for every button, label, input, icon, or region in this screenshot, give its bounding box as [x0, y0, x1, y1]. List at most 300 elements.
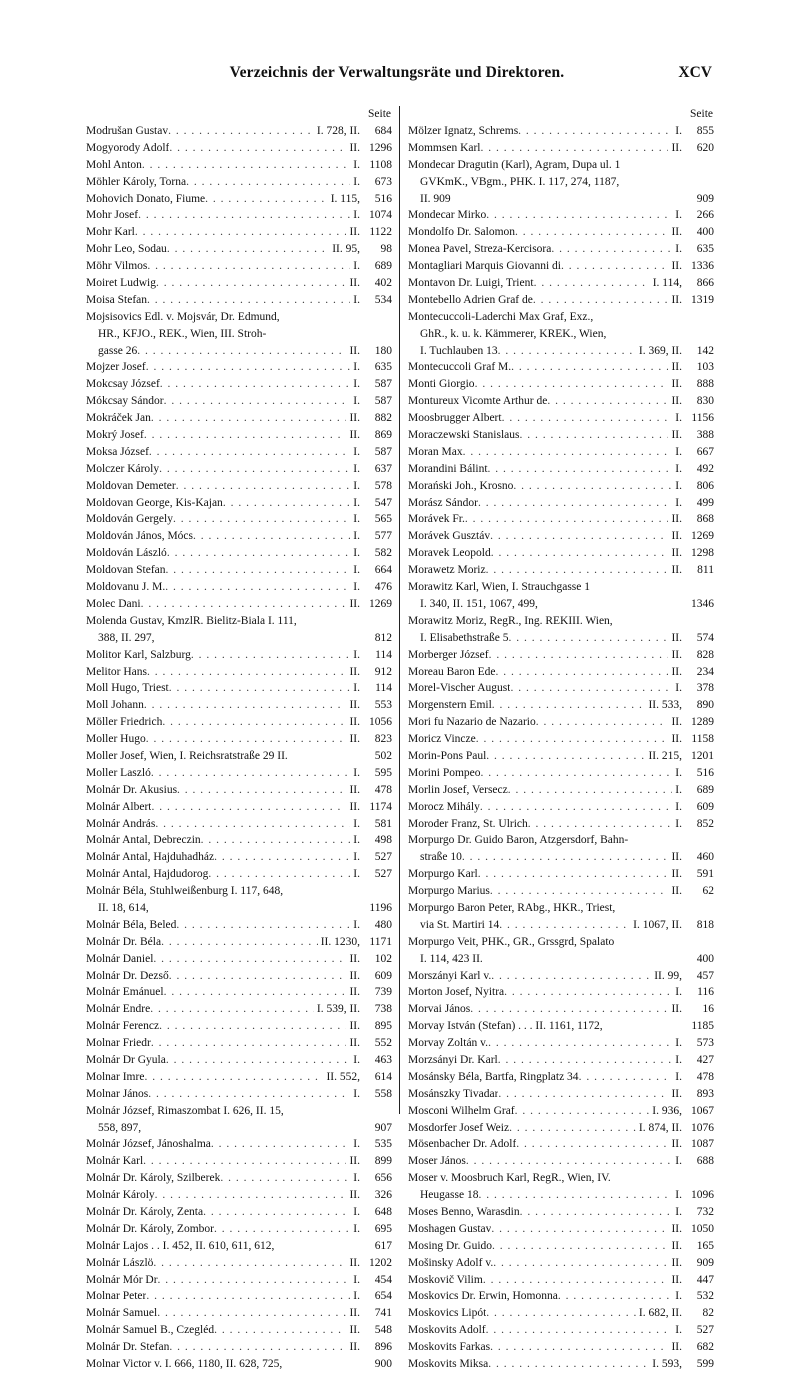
page-ref: 102 [374, 952, 392, 965]
volume-ref: II. [671, 1003, 682, 1016]
entry-continuation: 388, II. 297, [98, 631, 155, 644]
volume-ref: II. [671, 1273, 682, 1286]
volume-ref: II. [671, 513, 682, 526]
leader-dots [513, 478, 672, 495]
page-ref: 114 [375, 682, 392, 695]
entry-name: Morini Pompeo [408, 766, 481, 779]
index-entry [86, 1322, 392, 1339]
volume-ref: II. [349, 783, 360, 796]
page-ref: 617 [374, 1239, 392, 1252]
leader-dots [157, 1305, 346, 1322]
volume-ref: I. 936, [652, 1104, 682, 1117]
index-entry [86, 140, 392, 157]
leader-dots [173, 511, 350, 528]
leader-dots [480, 799, 672, 816]
volume-ref: I. [353, 1053, 360, 1066]
leader-dots [169, 1339, 346, 1356]
entry-name: Möller Friedrich [86, 716, 163, 729]
entry-continuation: gasse 26 [98, 344, 138, 357]
index-entry [408, 748, 714, 765]
leader-dots [156, 275, 347, 292]
leader-dots [166, 1052, 350, 1069]
right-column [408, 106, 714, 1373]
volume-ref: II. [671, 1087, 682, 1100]
page-ref: 558 [374, 1087, 392, 1100]
volume-ref: II. 552, [326, 1070, 360, 1083]
leader-dots [166, 562, 351, 579]
page-ref: 116 [697, 986, 714, 999]
index-entry [408, 900, 714, 934]
entry-continuation: I. 114, 423 II. [420, 952, 483, 965]
volume-ref: I. [675, 412, 682, 425]
page-ref: 664 [374, 564, 392, 577]
entry-name: Moroder Franz, St. Ulrich [408, 817, 528, 830]
leader-dots [159, 461, 350, 478]
page-ref: 896 [374, 1341, 392, 1354]
index-entry [86, 1272, 392, 1289]
entry-name: Morpurgo Veit, PHK., GR., Grssgrd, Spalato [408, 935, 615, 948]
entry-name: Mosánsky Béla, Bartfa, Ringplatz 34 [408, 1070, 579, 1083]
entry-name: Morpurgo Dr. Guido Baron, Atzgersdorf, Bahn- [408, 834, 629, 847]
volume-ref: I. [353, 648, 360, 661]
page-ref: 62 [702, 885, 714, 898]
entry-name: Morávek Gusztáv [408, 530, 491, 543]
page-ref: 1298 [691, 547, 714, 560]
entry-name: Morvai János [408, 1003, 471, 1016]
index-entry [408, 1339, 714, 1356]
entry-name: Moldován Gergely [86, 513, 173, 526]
page-ref: 682 [696, 1341, 714, 1354]
entry-name: Moldovan George, Kis-Kajan [86, 496, 223, 509]
index-entry [86, 528, 392, 545]
volume-ref: I. [353, 1138, 360, 1151]
page-ref: 591 [696, 868, 714, 881]
entry-name: Morawitz Moriz, RegR., Ing. REKIII. Wien, [408, 614, 613, 627]
page-ref: 912 [374, 665, 392, 678]
entry-name: Molnár Ferencz [86, 1020, 160, 1033]
leader-dots [478, 866, 669, 883]
page-ref: 1056 [369, 716, 392, 729]
page-ref: 114 [375, 648, 392, 661]
volume-ref: II. [671, 564, 682, 577]
index-entry [86, 1136, 392, 1153]
index-entry [408, 275, 714, 292]
entry-name: Molnár Dr. Károly, Szilberek [86, 1172, 221, 1185]
volume-ref: II. 99, [654, 969, 682, 982]
volume-ref: II. [349, 699, 360, 712]
index-entry [408, 782, 714, 799]
leader-dots [504, 984, 672, 1001]
entry-continuation: I. Elisabethstraße 5 [420, 631, 509, 644]
index-entry [408, 224, 714, 241]
leader-dots [519, 427, 668, 444]
page-ref: 866 [696, 277, 714, 290]
page-ref: 812 [374, 631, 392, 644]
entry-name: Mojzer Josef [86, 361, 146, 374]
page-ref: 1336 [691, 260, 714, 273]
leader-dots [151, 799, 346, 816]
page-ref: 534 [374, 293, 392, 306]
index-entry [86, 748, 392, 765]
index-entry [408, 1322, 714, 1339]
entry-name: Molnár Antal, Hajdudorog [86, 868, 209, 881]
leader-dots [534, 275, 650, 292]
entry-name: Moran Max [408, 445, 463, 458]
entry-name: Mohl Anton [86, 158, 142, 171]
entry-name: Molczer Károly [86, 462, 160, 475]
page-ref: 548 [374, 1324, 392, 1337]
index-entry [408, 883, 714, 900]
entry-name: Molnar Peter [86, 1290, 147, 1303]
entry-name: Monea Pavel, Streza-Kercisora [408, 243, 552, 256]
page-ref: 463 [374, 1053, 392, 1066]
index-entry [86, 444, 392, 461]
entry-name: Möhr Vilmos [86, 260, 148, 273]
leader-dots [144, 1069, 323, 1086]
page-ref: 1269 [691, 530, 714, 543]
volume-ref: I. [353, 530, 360, 543]
volume-ref: II. [671, 395, 682, 408]
index-entry [408, 1153, 714, 1170]
page-ref: 1269 [369, 597, 392, 610]
entry-name: Molnar Victor v. I. 666, 1180, II. 628, 725, [86, 1358, 283, 1371]
page-ref: 868 [696, 513, 714, 526]
volume-ref: I. [353, 766, 360, 779]
entry-name: Mojsisovics Edl. v. Mojsvár, Dr. Edmund, [86, 310, 280, 323]
index-entry [408, 140, 714, 157]
leader-dots [151, 1035, 347, 1052]
index-entry [86, 495, 392, 512]
volume-ref: II. [349, 1307, 360, 1320]
volume-ref: II. [349, 277, 360, 290]
leader-dots [153, 951, 346, 968]
index-entry [86, 562, 392, 579]
volume-ref: I. [353, 1273, 360, 1286]
entry-name: Molnár Dr Gyula [86, 1053, 166, 1066]
spacer [282, 1356, 360, 1373]
volume-ref: I. [675, 445, 682, 458]
page-ref: 1201 [691, 749, 714, 762]
entry-name: Möhler Károly, Torna [86, 175, 187, 188]
entry-continuation: I. 340, II. 151, 1067, 499, [420, 597, 538, 610]
index-entry [408, 1356, 714, 1373]
page-ref: 587 [374, 395, 392, 408]
page-ref: 806 [696, 479, 714, 492]
index-entry [86, 393, 392, 410]
entry-name: Moreau Baron Ede [408, 665, 496, 678]
entry-name: Mosconi Wilhelm Graf [408, 1104, 515, 1117]
leader-dots [475, 376, 669, 393]
index-entry [408, 1035, 714, 1052]
page-ref: 818 [696, 918, 714, 931]
entry-name: Molnár Dr. Akusius [86, 783, 178, 796]
leader-dots [142, 157, 350, 174]
volume-ref: I. [675, 1290, 682, 1303]
entry-name: Molnár Lászlö [86, 1256, 154, 1269]
volume-ref: I. [353, 581, 360, 594]
volume-ref: II. [671, 868, 682, 881]
leader-dots [153, 1255, 346, 1272]
entry-name: Morin-Pons Paul [408, 749, 487, 762]
index-entry [408, 545, 714, 562]
volume-ref: II. [671, 733, 682, 746]
leader-dots [483, 1272, 669, 1289]
index-entry [86, 1339, 392, 1356]
volume-ref: II. [349, 1341, 360, 1354]
volume-ref: I. 874, II. [638, 1121, 682, 1134]
volume-ref: I. [675, 1206, 682, 1218]
index-entry [408, 1018, 714, 1035]
leader-dots [151, 410, 347, 427]
entry-name: Moiret Ludwig [86, 277, 156, 290]
leader-dots [143, 1153, 346, 1170]
index-entry [86, 1069, 392, 1086]
page-ref: 582 [374, 547, 392, 560]
page-header [82, 64, 712, 88]
leader-dots [151, 765, 350, 782]
entry-name: Mokrý Josef [86, 429, 144, 442]
page-ref: 565 [374, 513, 392, 526]
page-ref: 909 [696, 1256, 714, 1269]
page-ref: 667 [696, 445, 714, 458]
entry-name: Mosing Dr. Guido [408, 1239, 493, 1252]
index-entry [408, 427, 714, 444]
page-ref: 695 [374, 1222, 392, 1235]
page-ref: 547 [374, 496, 392, 509]
entry-continuation: 558, 897, [98, 1121, 142, 1134]
index-entry [86, 1035, 392, 1052]
entry-name: Montecuccoli-Laderchi Max Graf, Exz., [408, 310, 594, 323]
entry-name: Molnár Béla, Stuhlweißenburg I. 117, 648, [86, 885, 284, 898]
entry-name: Molenda Gustav, KmzlR. Bielitz-Biala I. 111, [86, 614, 297, 627]
entry-continuation: Heugasse 18 [420, 1189, 479, 1202]
index-entry [86, 1238, 392, 1255]
entry-name: Mókcsay Sándor [86, 395, 164, 408]
entry-name: Moskovics Lipót [408, 1307, 487, 1320]
entry-name: Molnár Emánuel [86, 986, 164, 999]
entry-name: Molnár Samuel B., Czegléd [86, 1324, 215, 1337]
index-entry [86, 849, 392, 866]
volume-ref: I. [675, 1070, 682, 1083]
entry-name: Moosbrugger Albert [408, 412, 502, 425]
index-entry [86, 1103, 392, 1137]
entry-name: Molnár Karl [86, 1155, 144, 1168]
entry-name: Moskovič Vilim [408, 1273, 483, 1286]
leader-dots [164, 393, 351, 410]
entry-name: Molnár Dr. Dezső [86, 969, 169, 982]
volume-ref: I. [353, 175, 360, 188]
index-entry [408, 444, 714, 461]
entry-name: Moller Laszló [86, 766, 151, 779]
page-ref: 609 [374, 969, 392, 982]
index-entry [86, 1305, 392, 1322]
leader-dots [186, 174, 350, 191]
volume-ref: II. [349, 952, 360, 965]
volume-ref: II. [671, 141, 682, 154]
page-ref: 480 [374, 918, 392, 931]
entry-name: Mölzer Ignatz, Schrems [408, 125, 519, 137]
entry-name: Moricz Vincze [408, 733, 476, 746]
index-entry [408, 528, 714, 545]
leader-dots [141, 596, 347, 613]
index-entry [408, 1204, 714, 1221]
leader-dots [528, 816, 673, 833]
entry-name: Moldován János, Mócs [86, 530, 194, 543]
leader-dots [223, 495, 350, 512]
seite-label: Seite [368, 108, 391, 120]
page-ref: 823 [374, 733, 392, 746]
volume-ref: I. [353, 260, 360, 273]
index-entry [408, 680, 714, 697]
page-ref: 689 [696, 783, 714, 796]
page-ref: 907 [374, 1121, 392, 1134]
leader-dots [476, 731, 669, 748]
index-entry [86, 596, 392, 613]
leader-dots [214, 1221, 350, 1238]
entry-name: Moser János [408, 1155, 466, 1168]
index-entry [86, 1204, 392, 1221]
page-ref: 1108 [369, 158, 392, 171]
page-ref: 738 [374, 1003, 392, 1016]
index-entry [86, 832, 392, 849]
index-entry [408, 123, 714, 140]
page-ref: 656 [374, 1172, 392, 1185]
volume-ref: I. 682, II. [638, 1307, 682, 1320]
entry-name: Mosdorfer Josef Weiz [408, 1121, 510, 1134]
index-entry [408, 1238, 714, 1255]
page-ref: 635 [696, 243, 714, 256]
volume-ref: I. [353, 513, 360, 526]
index-entry [86, 427, 392, 444]
page-ref: 654 [374, 1290, 392, 1303]
index-entry [86, 731, 392, 748]
leader-dots [150, 1001, 314, 1018]
volume-ref: I. [353, 547, 360, 560]
page-ref: 637 [374, 462, 392, 475]
leader-dots [214, 1322, 346, 1339]
entry-name: Mondolfo Dr. Salomon [408, 226, 516, 239]
entry-continuation: via St. Martiri 14 [420, 918, 500, 931]
spacer [483, 951, 682, 968]
entry-name: Moravek Leopold [408, 547, 491, 560]
volume-ref: II. [349, 597, 360, 610]
leader-dots [561, 258, 668, 275]
leader-dots [214, 849, 350, 866]
leader-dots [508, 630, 668, 647]
volume-ref: II. [349, 1189, 360, 1202]
leader-dots [148, 1086, 350, 1103]
index-entry [86, 241, 392, 258]
volume-ref: II. [671, 226, 682, 239]
entry-name: Morpurgo Karl [408, 868, 478, 881]
leader-dots [465, 511, 669, 528]
index-entry [408, 816, 714, 833]
volume-ref: II. [349, 800, 360, 813]
spacer [288, 748, 360, 765]
leader-dots [149, 444, 350, 461]
volume-ref: II. [671, 361, 682, 374]
entry-name: Moshagen Gustav [408, 1222, 492, 1235]
page-ref: 1158 [691, 733, 714, 746]
page-ref: 16 [702, 1003, 714, 1016]
page-ref: 869 [374, 429, 392, 442]
page-ref: 454 [374, 1273, 392, 1286]
entry-name: Molnár Lajos . . I. 452, II. 610, 611, 612, [86, 1239, 275, 1252]
entry-name: Molnár Antal, Debreczin [86, 834, 201, 847]
leader-dots [490, 1339, 668, 1356]
volume-ref: II. [671, 648, 682, 661]
entry-name: Montavon Dr. Luigi, Trient [408, 277, 534, 290]
index-entry [86, 951, 392, 968]
page-ref: 527 [696, 1324, 714, 1337]
volume-ref: II. [349, 226, 360, 239]
volume-ref: I. 539, II. [316, 1003, 360, 1016]
index-entry [408, 697, 714, 714]
entry-continuation: straße 10 [420, 851, 462, 864]
leader-dots [159, 1018, 346, 1035]
page-number: XCV [678, 64, 712, 81]
entry-name: Moskovits Adolf [408, 1324, 486, 1337]
leader-dots [486, 562, 669, 579]
leader-dots [496, 664, 669, 681]
entry-name: Moskovits Miksa [408, 1358, 489, 1371]
leader-dots [211, 1136, 350, 1153]
page-ref: 552 [374, 1037, 392, 1050]
leader-dots [137, 343, 346, 360]
volume-ref: II. [671, 547, 682, 560]
page-ref: 1076 [691, 1121, 714, 1134]
leader-dots [551, 241, 672, 258]
index-entry [86, 157, 392, 174]
leader-dots [547, 393, 668, 410]
leader-dots [492, 1238, 668, 1255]
leader-dots [579, 1069, 673, 1086]
index-entry [86, 359, 392, 376]
index-entry [408, 647, 714, 664]
leader-dots [135, 224, 347, 241]
entry-name: Mori fu Nazario de Nazario [408, 716, 536, 729]
entry-name: Moses Benno, Warasdin [408, 1206, 520, 1218]
index-entry [86, 917, 392, 934]
page-ref: 476 [374, 581, 392, 594]
page-ref: 400 [696, 952, 714, 965]
page-ref: 447 [696, 1273, 714, 1286]
page-ref: 828 [696, 648, 714, 661]
page-ref: 427 [696, 1053, 714, 1066]
volume-ref: I. [353, 209, 360, 222]
index-entry [86, 1255, 392, 1272]
entry-name: Mohovich Donato, Fiume [86, 192, 206, 205]
index-entry [408, 1136, 714, 1153]
entry-name: Molitor Karl, Salzburg [86, 648, 191, 661]
leader-dots [176, 917, 350, 934]
volume-ref: I. [353, 158, 360, 171]
leader-dots [169, 680, 351, 697]
index-entry [86, 984, 392, 1001]
entry-name: Molnár Daniel [86, 952, 154, 965]
volume-ref: I. [675, 125, 682, 137]
index-entry [408, 1272, 714, 1289]
index-entry [86, 680, 392, 697]
index-entry [408, 309, 714, 360]
entry-name: Molnár Samuel [86, 1307, 158, 1320]
index-entry [408, 934, 714, 968]
leader-dots [558, 1288, 672, 1305]
entry-name: Melitor Hans [86, 665, 148, 678]
page-ref: 673 [374, 175, 392, 188]
page-ref: 648 [374, 1206, 392, 1218]
index-entry [408, 1120, 714, 1137]
